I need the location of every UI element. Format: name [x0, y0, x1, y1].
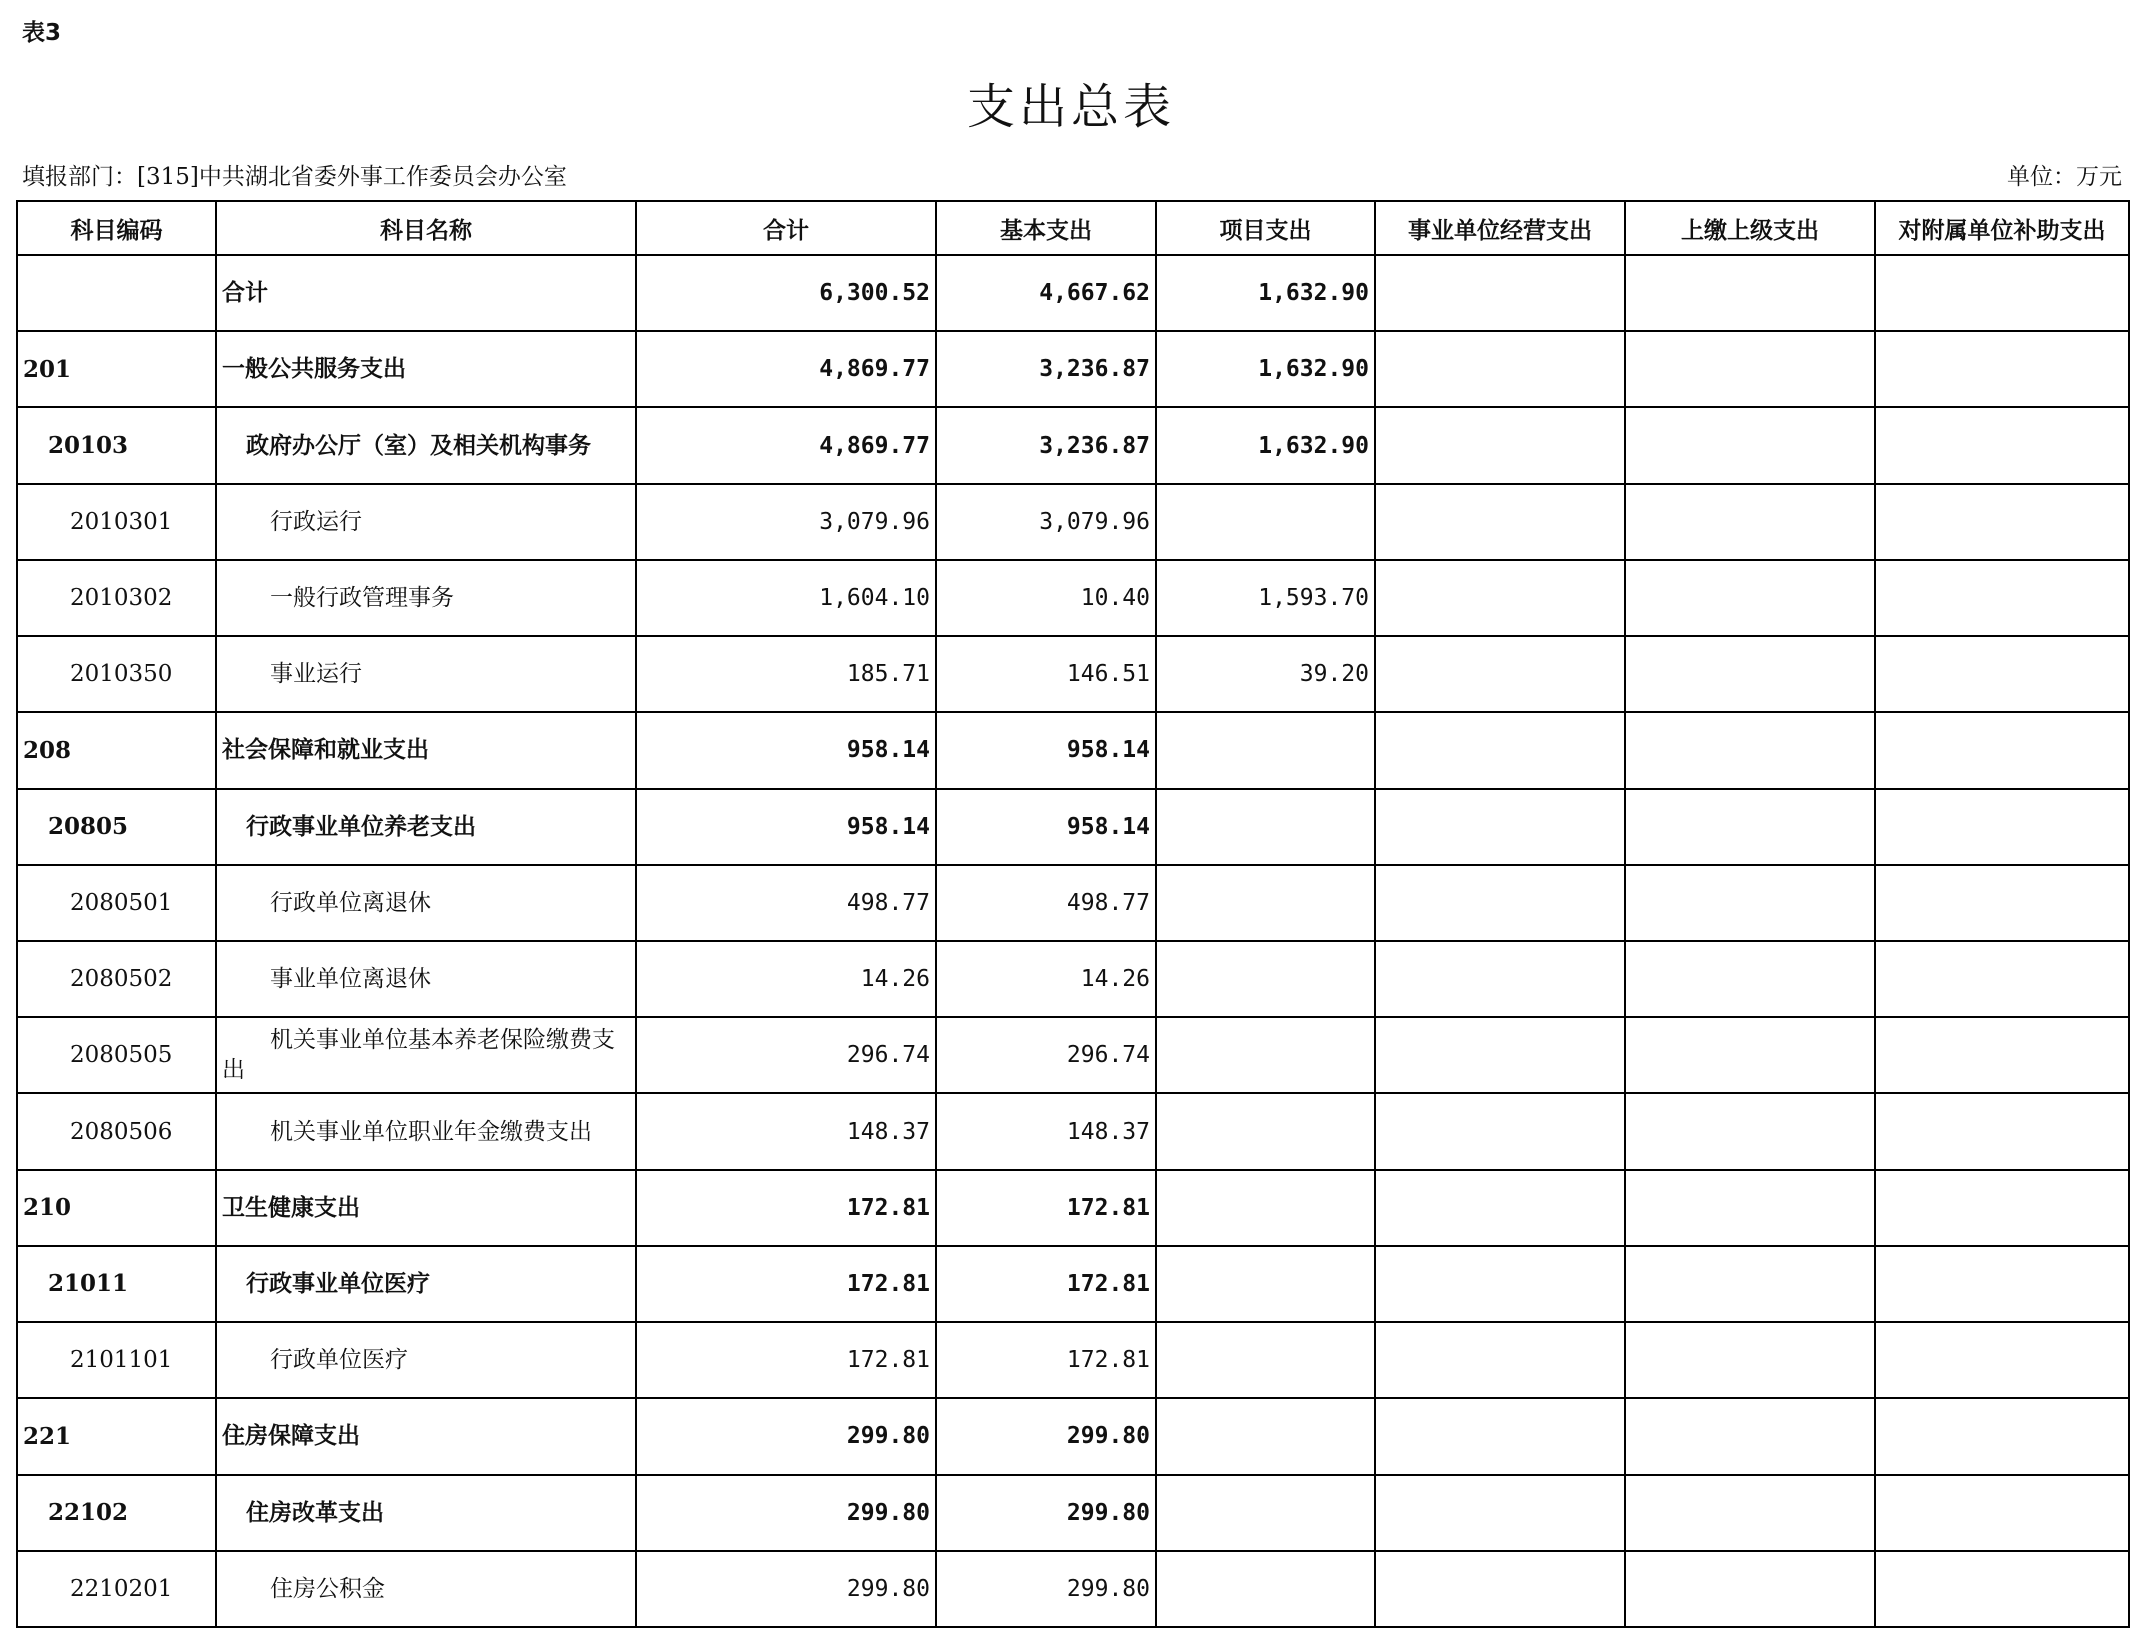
account-name-cell	[216, 1246, 636, 1322]
business-expenditure-cell	[1375, 789, 1625, 865]
basic-expenditure-cell: 958.14	[936, 712, 1156, 788]
project-expenditure-cell	[1156, 789, 1375, 865]
project-expenditure-cell	[1156, 1093, 1375, 1169]
table-row	[17, 712, 2129, 788]
table-row	[17, 1475, 2129, 1551]
account-name-cell	[216, 636, 636, 712]
account-code-cell: 20805	[17, 789, 216, 865]
remit-upper-cell	[1625, 789, 1875, 865]
subsidy-cell	[1875, 789, 2129, 865]
total-cell: 958.14	[636, 789, 936, 865]
remit-upper-cell	[1625, 1551, 1875, 1627]
remit-upper-cell	[1625, 865, 1875, 941]
basic-expenditure-cell: 299.80	[936, 1475, 1156, 1551]
subsidy-cell	[1875, 331, 2129, 407]
remit-upper-cell	[1625, 331, 1875, 407]
business-expenditure-cell	[1375, 1398, 1625, 1474]
basic-expenditure-cell: 172.81	[936, 1170, 1156, 1246]
business-expenditure-cell	[1375, 1170, 1625, 1246]
subsidy-cell	[1875, 1093, 2129, 1169]
account-name-cell	[216, 560, 636, 636]
total-cell: 4,869.77	[636, 331, 936, 407]
basic-expenditure-cell: 10.40	[936, 560, 1156, 636]
table-row	[17, 331, 2129, 407]
remit-upper-cell	[1625, 1017, 1875, 1093]
table-row	[17, 1246, 2129, 1322]
total-cell: 172.81	[636, 1322, 936, 1398]
account-code-cell	[17, 255, 216, 331]
business-expenditure-cell	[1375, 1093, 1625, 1169]
total-cell: 4,869.77	[636, 407, 936, 483]
remit-upper-cell	[1625, 560, 1875, 636]
remit-upper-cell	[1625, 1322, 1875, 1398]
subsidy-cell	[1875, 1398, 2129, 1474]
account-name-cell	[216, 1017, 636, 1093]
account-name-cell	[216, 484, 636, 560]
subsidy-cell	[1875, 1170, 2129, 1246]
table-row	[17, 1322, 2129, 1398]
project-expenditure-cell	[1156, 1475, 1375, 1551]
account-name-text: 行政运行	[270, 508, 362, 535]
table-row	[17, 1398, 2129, 1474]
account-code-cell: 2080505	[17, 1017, 216, 1093]
account-name-cell	[216, 1170, 636, 1246]
table-row	[17, 865, 2129, 941]
basic-expenditure-cell: 299.80	[936, 1551, 1156, 1627]
table-tag: 表3	[22, 20, 62, 46]
account-name-cell	[216, 865, 636, 941]
business-expenditure-cell	[1375, 1246, 1625, 1322]
total-cell: 14.26	[636, 941, 936, 1017]
column-header: 对附属单位补助支出	[1875, 201, 2129, 255]
remit-upper-cell	[1625, 1093, 1875, 1169]
project-expenditure-cell	[1156, 1246, 1375, 1322]
business-expenditure-cell	[1375, 331, 1625, 407]
basic-expenditure-cell: 3,079.96	[936, 484, 1156, 560]
account-name-cell	[216, 1093, 636, 1169]
remit-upper-cell	[1625, 407, 1875, 483]
table-row	[17, 1093, 2129, 1169]
business-expenditure-cell	[1375, 407, 1625, 483]
table-row	[17, 941, 2129, 1017]
total-cell: 6,300.52	[636, 255, 936, 331]
basic-expenditure-cell: 148.37	[936, 1093, 1156, 1169]
subsidy-cell	[1875, 1246, 2129, 1322]
subsidy-cell	[1875, 1322, 2129, 1398]
total-cell: 185.71	[636, 636, 936, 712]
business-expenditure-cell	[1375, 941, 1625, 1017]
account-code-cell: 2080502	[17, 941, 216, 1017]
table-row	[17, 255, 2129, 331]
project-expenditure-cell	[1156, 1322, 1375, 1398]
project-expenditure-cell: 1,632.90	[1156, 407, 1375, 483]
subsidy-cell	[1875, 636, 2129, 712]
subsidy-cell	[1875, 1551, 2129, 1627]
basic-expenditure-cell: 498.77	[936, 865, 1156, 941]
remit-upper-cell	[1625, 1475, 1875, 1551]
table-header-row	[17, 201, 2129, 255]
account-name-text: 事业运行	[270, 661, 362, 688]
business-expenditure-cell	[1375, 255, 1625, 331]
basic-expenditure-cell: 172.81	[936, 1322, 1156, 1398]
column-header: 科目编码	[17, 201, 216, 255]
account-code-cell: 22102	[17, 1475, 216, 1551]
business-expenditure-cell	[1375, 865, 1625, 941]
total-cell: 3,079.96	[636, 484, 936, 560]
business-expenditure-cell	[1375, 1322, 1625, 1398]
column-header: 事业单位经营支出	[1375, 201, 1625, 255]
subsidy-cell	[1875, 560, 2129, 636]
table-row	[17, 636, 2129, 712]
account-name-text: 行政单位离退休	[270, 889, 431, 916]
account-name-text: 一般公共服务支出	[222, 355, 406, 383]
account-name-cell	[216, 941, 636, 1017]
subsidy-cell	[1875, 712, 2129, 788]
total-cell: 498.77	[636, 865, 936, 941]
remit-upper-cell	[1625, 941, 1875, 1017]
basic-expenditure-cell: 172.81	[936, 1246, 1156, 1322]
project-expenditure-cell: 1,632.90	[1156, 331, 1375, 407]
business-expenditure-cell	[1375, 560, 1625, 636]
remit-upper-cell	[1625, 1246, 1875, 1322]
account-code-cell: 2080506	[17, 1093, 216, 1169]
account-name-text: 住房保障支出	[222, 1422, 360, 1450]
account-name-cell	[216, 1398, 636, 1474]
subsidy-cell	[1875, 865, 2129, 941]
total-cell: 172.81	[636, 1246, 936, 1322]
business-expenditure-cell	[1375, 484, 1625, 560]
total-cell: 296.74	[636, 1017, 936, 1093]
account-code-cell: 2010302	[17, 560, 216, 636]
account-code-cell: 201	[17, 331, 216, 407]
basic-expenditure-cell: 14.26	[936, 941, 1156, 1017]
business-expenditure-cell	[1375, 636, 1625, 712]
business-expenditure-cell	[1375, 712, 1625, 788]
account-name-text: 行政事业单位养老支出	[246, 812, 476, 840]
account-code-cell: 2210201	[17, 1551, 216, 1627]
account-name-text: 社会保障和就业支出	[222, 736, 429, 764]
table-row	[17, 1551, 2129, 1627]
remit-upper-cell	[1625, 484, 1875, 560]
unit-label: 单位：万元	[2007, 164, 2122, 190]
account-name-cell	[216, 255, 636, 331]
account-name-cell	[216, 1475, 636, 1551]
table-body	[17, 255, 2129, 1627]
project-expenditure-cell	[1156, 1398, 1375, 1474]
total-cell: 172.81	[636, 1170, 936, 1246]
account-code-cell: 2080501	[17, 865, 216, 941]
account-code-cell: 208	[17, 712, 216, 788]
business-expenditure-cell	[1375, 1017, 1625, 1093]
project-expenditure-cell	[1156, 1170, 1375, 1246]
basic-expenditure-cell: 296.74	[936, 1017, 1156, 1093]
project-expenditure-cell: 1,593.70	[1156, 560, 1375, 636]
project-expenditure-cell: 39.20	[1156, 636, 1375, 712]
basic-expenditure-cell: 3,236.87	[936, 331, 1156, 407]
table-row	[17, 560, 2129, 636]
expenditure-table	[16, 200, 2130, 1628]
table-row	[17, 1170, 2129, 1246]
page-title: 支出总表	[966, 79, 1175, 135]
subsidy-cell	[1875, 484, 2129, 560]
column-header: 基本支出	[936, 201, 1156, 255]
table-row	[17, 407, 2129, 483]
remit-upper-cell	[1625, 1398, 1875, 1474]
project-expenditure-cell	[1156, 484, 1375, 560]
account-name-cell	[216, 407, 636, 483]
account-name-text: 机关事业单位基本养老保险缴费支出	[222, 1027, 615, 1084]
account-code-cell: 221	[17, 1398, 216, 1474]
total-cell: 299.80	[636, 1398, 936, 1474]
subsidy-cell	[1875, 1017, 2129, 1093]
subsidy-cell	[1875, 407, 2129, 483]
account-name-text: 住房公积金	[270, 1575, 385, 1602]
total-cell: 299.80	[636, 1475, 936, 1551]
project-expenditure-cell	[1156, 941, 1375, 1017]
account-code-cell: 20103	[17, 407, 216, 483]
account-name-text: 行政事业单位医疗	[246, 1269, 430, 1297]
basic-expenditure-cell: 3,236.87	[936, 407, 1156, 483]
account-code-cell: 2010301	[17, 484, 216, 560]
account-name-text: 合计	[222, 279, 268, 307]
account-name-cell	[216, 1322, 636, 1398]
account-name-cell	[216, 712, 636, 788]
business-expenditure-cell	[1375, 1475, 1625, 1551]
subsidy-cell	[1875, 1475, 2129, 1551]
total-cell: 1,604.10	[636, 560, 936, 636]
basic-expenditure-cell: 958.14	[936, 789, 1156, 865]
subsidy-cell	[1875, 941, 2129, 1017]
remit-upper-cell	[1625, 1170, 1875, 1246]
account-name-text: 事业单位离退休	[270, 966, 431, 993]
column-header: 项目支出	[1156, 201, 1375, 255]
table-row	[17, 789, 2129, 865]
account-name-cell	[216, 331, 636, 407]
remit-upper-cell	[1625, 636, 1875, 712]
department-label: 填报部门：[315]中共湖北省委外事工作委员会办公室	[22, 164, 567, 190]
account-code-cell: 21011	[17, 1246, 216, 1322]
table-row	[17, 484, 2129, 560]
account-code-cell: 2101101	[17, 1322, 216, 1398]
basic-expenditure-cell: 4,667.62	[936, 255, 1156, 331]
column-header: 合计	[636, 201, 936, 255]
remit-upper-cell	[1625, 255, 1875, 331]
account-name-text: 一般行政管理事务	[270, 584, 454, 611]
project-expenditure-cell	[1156, 865, 1375, 941]
account-name-text: 卫生健康支出	[222, 1193, 360, 1221]
total-cell: 299.80	[636, 1551, 936, 1627]
account-name-text: 行政单位医疗	[270, 1347, 408, 1374]
account-name-cell	[216, 789, 636, 865]
remit-upper-cell	[1625, 712, 1875, 788]
project-expenditure-cell	[1156, 1551, 1375, 1627]
project-expenditure-cell	[1156, 712, 1375, 788]
table-row	[17, 1017, 2129, 1093]
column-header: 科目名称	[216, 201, 636, 255]
total-cell: 958.14	[636, 712, 936, 788]
account-name-cell	[216, 1551, 636, 1627]
account-code-cell: 2010350	[17, 636, 216, 712]
subsidy-cell	[1875, 255, 2129, 331]
account-name-text: 住房改革支出	[246, 1498, 384, 1526]
basic-expenditure-cell: 146.51	[936, 636, 1156, 712]
account-name-text: 政府办公厅（室）及相关机构事务	[246, 431, 591, 459]
project-expenditure-cell	[1156, 1017, 1375, 1093]
business-expenditure-cell	[1375, 1551, 1625, 1627]
column-header: 上缴上级支出	[1625, 201, 1875, 255]
project-expenditure-cell: 1,632.90	[1156, 255, 1375, 331]
basic-expenditure-cell: 299.80	[936, 1398, 1156, 1474]
account-code-cell: 210	[17, 1170, 216, 1246]
account-name-text: 机关事业单位职业年金缴费支出	[270, 1118, 592, 1145]
total-cell: 148.37	[636, 1093, 936, 1169]
